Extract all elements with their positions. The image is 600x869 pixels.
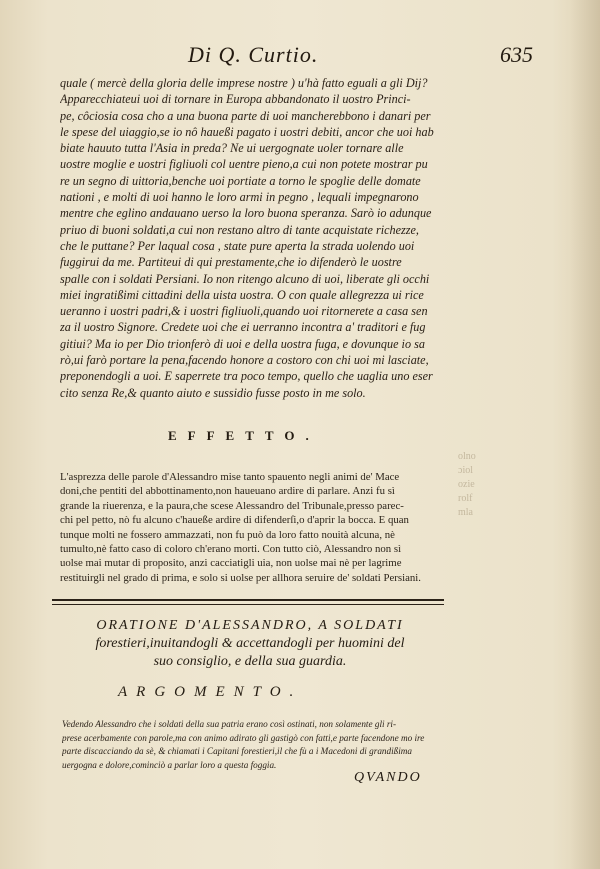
oration-title-line: forestieri,inuitandogli & accettandogli per huomini del <box>95 636 405 651</box>
text-line: restituirgli nel grado di prima, e solo si uolse per allhora seruire de' soldati Persiani. <box>60 571 421 584</box>
text-line: doni,che pentiti del abbottinamento,non haueuano ardire di parlare. Anzi fu sì <box>60 485 395 498</box>
catchword: QVANDO <box>354 770 422 785</box>
section-heading-effetto: EFFETTO. <box>168 428 320 443</box>
text-line: rò,ui farò portare la pena,facendo honore a costoro con chi uoi mi lasciate, <box>60 353 429 368</box>
text-line: biate hauuto tutta l'Asia in preda? Ne ui uergognate uoler tornare alle <box>60 141 404 156</box>
text-line: le spese del uiaggio,se io nô haueßi pagato i uostri debiti, ancor che uoi hab <box>60 124 434 139</box>
text-line: che le puttane? Per laqual cosa , state pure aperta la strada uolendo uoi <box>60 238 415 253</box>
text-line: Vedendo Alessandro che i soldati della sua patria erano così ostinati, non solamente gli ri- <box>62 719 397 729</box>
text-line: cito senza Re,& quanto aiuto e sussidio fusse posto in me solo. <box>60 385 366 400</box>
text-line: fuggirui da me. Partiteui di qui prestamente,che io difenderò le uostre <box>60 255 402 270</box>
argomento-text-block <box>62 718 452 772</box>
text-line: za il uostro Signore. Credete uoi che ei uerranno incontra a' traditori e fug <box>60 320 426 335</box>
section-heading-argomento: ARGOMENTO. <box>118 684 303 700</box>
text-line: priuo di buoni soldati,a cui non restano altro di tante acquistate richezze, <box>60 222 419 237</box>
oration-title <box>50 616 450 671</box>
show-through-line: mla <box>458 507 473 518</box>
text-line: spalle con i soldati Persiani. Io non ritengo alcuno di uoi, liberate gli occhi <box>60 271 430 286</box>
show-through-line: ɔiol <box>458 465 473 476</box>
effetto-text-block <box>60 470 450 585</box>
text-line: ueranno i uostri padri,& i uostri figliuoli,quando uoi ritornerete a casa sen <box>60 304 428 319</box>
text-line: pe, côciosia cosa cho a una buona parte di uoi mancherebbono i danari per <box>60 108 431 123</box>
text-line: prese acerbamente con parole,ma con animo adirato gli gastigò con fatti,e parte facendone mo ire <box>62 732 425 743</box>
text-line: grande la riuerenza, e la paura,che scese Alessandro del Tribunale,presso parec- <box>60 499 404 512</box>
text-line: preponendogli a uoi. E saperrete tra poco tempo, quello che uaglia uno eser <box>60 369 433 384</box>
text-line: re un segno di uittoria,benche uoi portiate a torno le spoglie delle domate <box>60 173 421 188</box>
running-title: Di Q. Curtio. <box>188 42 319 67</box>
oration-title-line: suo consiglio, e della sua guardia. <box>153 654 347 669</box>
show-through-text <box>458 450 476 520</box>
text-line: miei ingratißimi cittadini della uista uostra. O con quale allegrezza ui rice <box>60 287 424 302</box>
text-line: uergogna e dolore,cominciò a parlar loro a questa foggia. <box>62 759 277 770</box>
text-line: parte discacciando da sè, & chiamati i Capitani forestieri,il che fù a i Macedoni di grandißima <box>62 746 413 757</box>
text-line: mentre che eglino andauano uerso la loro buona speranza. Sarò io adunque <box>60 206 432 221</box>
show-through-line: ozie <box>458 479 475 490</box>
text-line: uolse mai mutar di proposito, anzi cacciatigli uia, non uolse mai nè per lagrime <box>60 557 402 570</box>
text-line: chi pel petto, nò fu alcuno c'haueße ardire di difenderſi,o d'aprir la bocca. E quan <box>60 514 409 527</box>
text-line: uostre moglie e uostri figliuoli col uentre pieno,a cui non potete mostrar pu <box>60 157 428 172</box>
text-line: Apparecchiateui uoi di tornare in Europa abbandonato il uostro Princi- <box>60 92 411 107</box>
text-line: L'asprezza delle parole d'Alessandro mise tanto spauento negli animi de' Mace <box>60 471 400 483</box>
text-line: tumulto,nè fatto caso di coloro ch'erano morti. Con tutto ciò, Alessandro non sì <box>60 542 402 555</box>
text-line: gitiui? Ma io per Dio trionferò di uoi e della uostra fuga, e dovunque io sa <box>60 336 425 351</box>
page-number: 635 <box>500 42 533 67</box>
speech-text-block <box>60 75 460 415</box>
divider-thin <box>52 604 444 605</box>
page-edge-shadow <box>570 0 600 869</box>
show-through-line: rolf <box>458 493 473 504</box>
show-through-line: olno <box>458 451 476 462</box>
text-line: nationi , e molti di uoi hanno le loro armi in pegno , lequali impegnarono <box>60 190 419 205</box>
text-line: quale ( mercè della gloria delle imprese nostre ) u'hà fatto eguali a gli Dij? <box>60 76 428 90</box>
page-header <box>0 42 600 72</box>
oration-title-line: ORATIONE D'ALESSANDRO, A SOLDATI <box>96 618 404 633</box>
divider-thick <box>52 599 444 601</box>
text-line: tunque molti ne fossero ammazzati, non fu può da loro fatto nouità alcuna, nè <box>60 528 395 541</box>
